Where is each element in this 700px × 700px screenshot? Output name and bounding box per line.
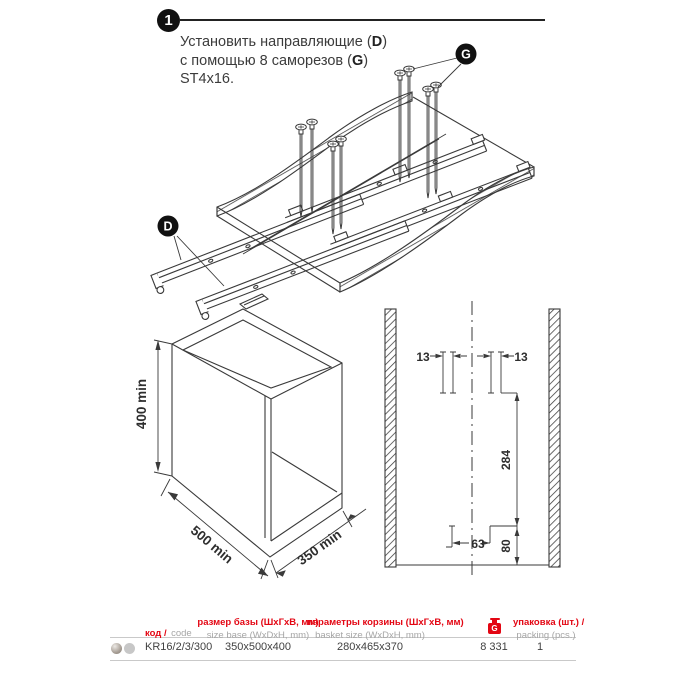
instruction-line2: с помощью 8 саморезов (G) <box>180 52 369 69</box>
spec-table <box>0 608 700 678</box>
label-g: G <box>461 47 471 62</box>
dim-13-left-label: 13 <box>416 350 430 364</box>
label-d: D <box>163 219 173 234</box>
dim-height <box>134 340 172 476</box>
step-number-badge: 1 <box>157 9 180 32</box>
instruction-line3: ST4x16. <box>180 71 234 87</box>
cabinet-bottom-panel <box>217 92 534 292</box>
instruction-line1: Установить направляющие (D) <box>180 34 388 50</box>
col-header-size: размер базы (ШхГхВ, мм) size base (WxDxH, mm) <box>197 617 319 641</box>
cell-weight: 8 331 <box>480 641 508 653</box>
finish-swatch-metallic <box>111 643 122 654</box>
dim-width-label: 350 min <box>294 526 345 569</box>
callout-g <box>413 44 477 88</box>
dim-63-label: 63 <box>471 537 485 551</box>
dim-80 <box>499 526 519 565</box>
table-rule-bottom <box>110 660 576 661</box>
dim-284-label: 284 <box>499 449 513 471</box>
loose-bracket <box>240 294 268 309</box>
cell-size: 350x500x400 <box>224 641 292 653</box>
dim-284 <box>499 393 519 526</box>
dim-height-label: 400 min <box>134 378 149 430</box>
dim-depth-label: 500 min <box>187 522 236 567</box>
dim-80-label: 80 <box>499 539 513 553</box>
cabinet-iso-view <box>134 309 366 579</box>
col-header-packing: упаковка (шт.) / packing (pcs.) <box>513 617 585 641</box>
top-view <box>385 301 560 579</box>
dim-13-right-label: 13 <box>514 350 528 364</box>
iso-exploded-view <box>147 44 539 321</box>
cell-code: KR16/2/3/300 <box>145 641 213 653</box>
weight-icon <box>488 618 501 634</box>
cell-basket: 280x465x370 <box>336 641 404 653</box>
finish-swatch-gray <box>124 643 135 654</box>
col-header-basket: параметры корзины (ШхГхВ, мм) basket size (WxDxH, mm) <box>307 617 464 641</box>
cell-packing: 1 <box>536 641 544 653</box>
weight-icon-letter: G <box>488 623 501 634</box>
col-header-code: код / code <box>145 628 192 639</box>
